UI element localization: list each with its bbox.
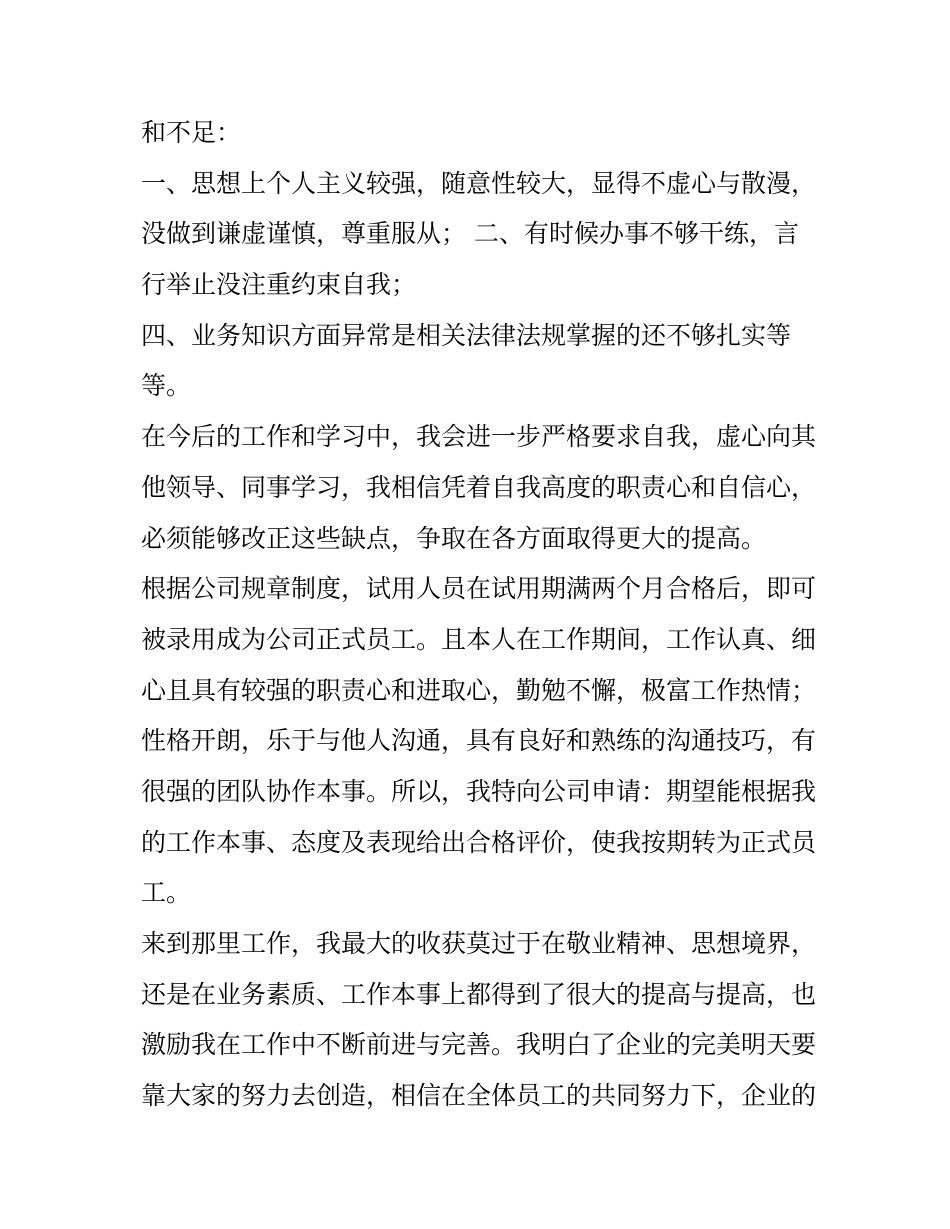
document-body xyxy=(141,108,821,1122)
text-line: 行举止没注重约束自我； xyxy=(141,270,417,300)
text-line: 在今后的工作和学习中，我会进一步严格要求自我，虚心向其 xyxy=(141,422,817,452)
text-line: 和不足： xyxy=(141,118,242,147)
text-line: 靠大家的努力去创造，相信在全体员工的共同努力下，企业的 xyxy=(141,1081,817,1111)
text-line: 性格开朗，乐于与他人沟通，具有良好和熟练的沟通技巧，有 xyxy=(141,726,817,756)
text-line: 没做到谦虚谨慎，尊重服从； 二、有时候办事不够干练，言 xyxy=(141,219,799,249)
text-line: 他领导、同事学习，我相信凭着自我高度的职责心和自信心， xyxy=(141,472,817,502)
text-line: 等。 xyxy=(141,371,192,401)
text-line: 来到那里工作，我最大的收获莫过于在敬业精神、思想境界， xyxy=(141,929,817,958)
text-line: 一、思想上个人主义较强，随意性较大，显得不虚心与散漫， xyxy=(141,168,817,198)
text-line: 的工作本事、态度及表现给出合格评价，使我按期转为正式员 xyxy=(141,827,817,857)
text-line: 必须能够改正这些缺点，争取在各方面取得更大的提高。 xyxy=(141,523,767,553)
text-line: 根据公司规章制度，试用人员在试用期满两个月合格后，即可 xyxy=(141,574,817,604)
text-line: 四、业务知识方面异常是相关法律法规掌握的还不够扎实等 xyxy=(141,320,792,350)
text-line: 激励我在工作中不断前进与完善。我明白了企业的完美明天要 xyxy=(141,1030,817,1060)
text-line: 被录用成为公司正式员工。且本人在工作期间，工作认真、细 xyxy=(141,624,817,654)
text-line: 心且具有较强的职责心和进取心，勤勉不懈，极富工作热情； xyxy=(141,675,817,705)
text-line: 工。 xyxy=(141,878,192,908)
text-line: 很强的团队协作本事。所以，我特向公司申请：期望能根据我 xyxy=(141,776,817,806)
text-line: 还是在业务素质、工作本事上都得到了很大的提高与提高，也 xyxy=(141,979,817,1009)
